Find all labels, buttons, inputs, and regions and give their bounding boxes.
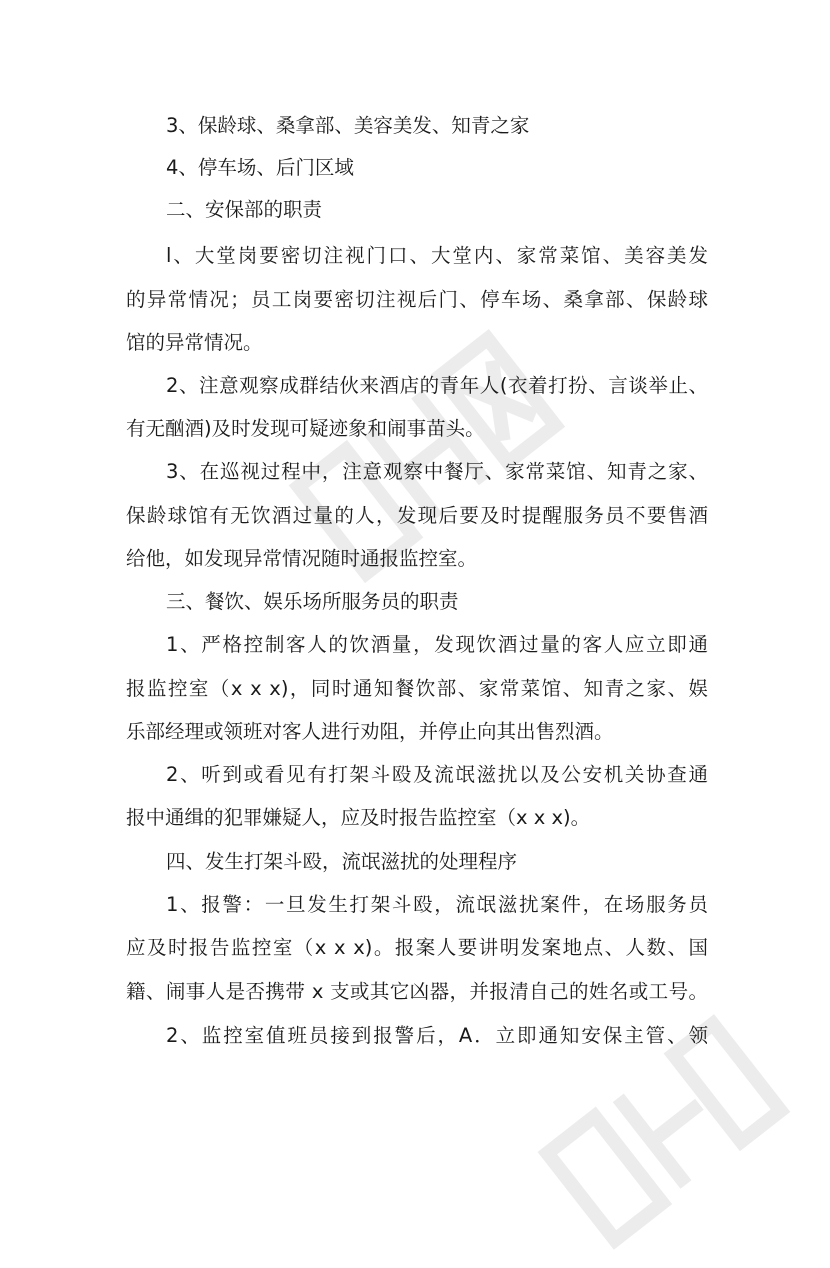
list-item-parking: 4、停车场、后门区域 <box>166 156 354 179</box>
paragraph-line: 乐部经理或领班对客人进行劝阻，并停止向其出售烈酒。 <box>126 720 614 743</box>
section-heading-security-duties: 二、安保部的职责 <box>166 198 323 221</box>
paragraph-line: 报监控室（x x x)，同时通知餐饮部、家常菜馆、知青之家、娱 <box>126 677 708 700</box>
section-heading-fight-procedure: 四、发生打架斗殴，流氓滋扰的处理程序 <box>166 850 518 873</box>
section-heading-service-duties: 三、餐饮、娱乐场所服务员的职责 <box>166 590 459 613</box>
paragraph-line: 保龄球馆有无饮酒过量的人，发现后要及时提醒服务员不要售酒 <box>126 504 708 527</box>
paragraph-line: 3、在巡视过程中，注意观察中餐厅、家常菜馆、知青之家、 <box>166 460 708 483</box>
paragraph-line: 的异常情况；员工岗要密切注视后门、停车场、桑拿部、保龄球 <box>126 288 708 311</box>
paragraph-line: 1、报警：一旦发生打架斗殴，流氓滋扰案件，在场服务员 <box>166 893 708 916</box>
paragraph-line: 馆的异常情况。 <box>126 331 263 354</box>
paragraph-line: 籍、闹事人是否携带 x 支或其它凶器，并报清自己的姓名或工号。 <box>126 980 708 1003</box>
paragraph-line: 2、注意观察成群结伙来酒店的青年人(衣着打扮、言谈举止、 <box>166 374 708 397</box>
paragraph-line: 给他，如发现异常情况随时通报监控室。 <box>126 547 478 570</box>
paragraph-line: 报中通缉的犯罪嫌疑人，应及时报告监控室（x x x)。 <box>126 806 591 829</box>
paragraph-line: 应及时报告监控室（x x x)。报案人要讲明发案地点、人数、国 <box>126 936 708 959</box>
list-item-bowling-sauna: 3、保龄球、桑拿部、美容美发、知青之家 <box>166 114 530 137</box>
paragraph-line: 2、听到或看见有打架斗殴及流氓滋扰以及公安机关协查通 <box>166 763 708 786</box>
paragraph-line: l、大堂岗要密切注视门口、大堂内、家常菜馆、美容美发 <box>166 244 708 267</box>
paragraph-line: 2、监控室值班员接到报警后，A．立即通知安保主管、领 <box>166 1024 708 1047</box>
paragraph-line: 1、严格控制客人的饮酒量，发现饮酒过量的客人应立即通 <box>166 633 708 656</box>
paragraph-line: 有无酗酒)及时发现可疑迹象和闹事苗头。 <box>126 417 485 440</box>
